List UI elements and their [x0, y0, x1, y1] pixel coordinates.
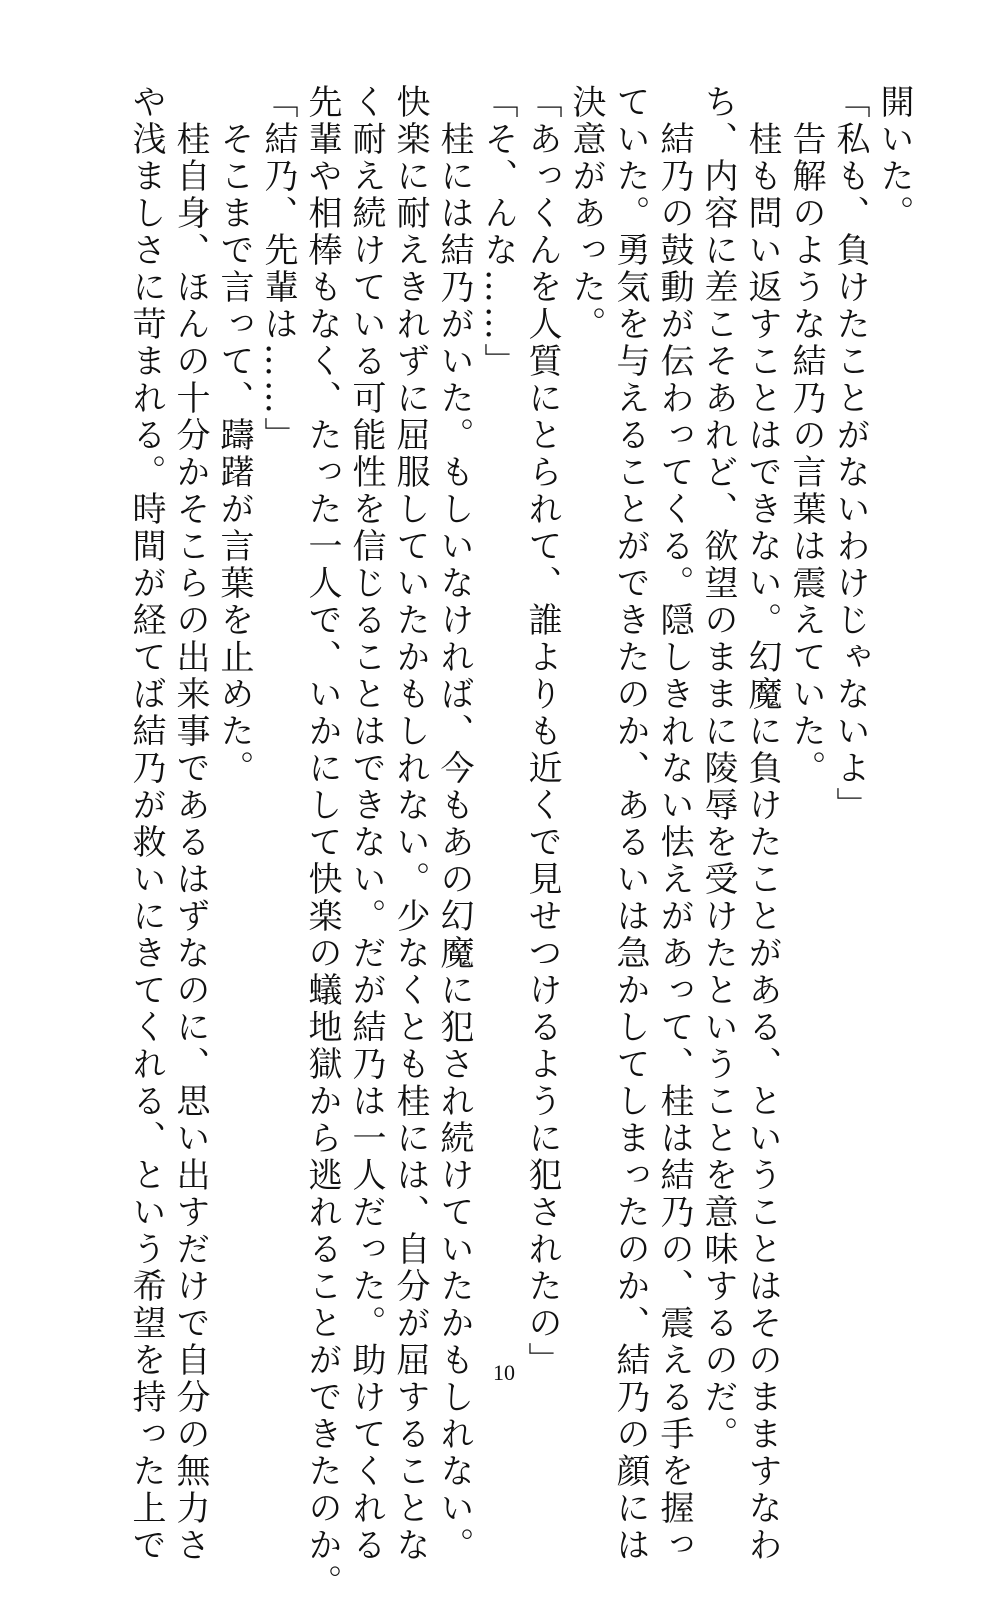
text-line: や浅ましさに苛まれる。時間が経てば結乃が救いにきてくれる、という希望を持った上で	[126, 84, 166, 1564]
text-line: 決意があった。	[566, 84, 606, 343]
text-line: 「あっくんを人質にとられて、誰よりも近くで見せつけるように犯されたの」	[522, 84, 562, 1379]
text-line: 桂も問い返すことはできない。幻魔に負けたことがある、ということはそのまますなわ	[742, 84, 782, 1564]
text-line: ち、内容に差こそあれど、欲望のままに陵辱を受けたということを意味するのだ。	[698, 84, 738, 1453]
text-line: く耐え続けている可能性を信じることはできない。だが結乃は一人だった。助けてくれる	[346, 84, 386, 1564]
text-line: 「結乃、先輩は……」	[258, 84, 298, 454]
text-line: ていた。勇気を与えることができたのか、あるいは急かしてしまったのか、結乃の顔には	[610, 84, 650, 1564]
text-line: 桂自身、ほんの十分かそこらの出来事であるはずなのに、思い出すだけで自分の無力さ	[170, 84, 210, 1564]
text-line: 結乃の鼓動が伝わってくる。隠しきれない怯えがあって、桂は結乃の、震える手を握っ	[654, 84, 694, 1564]
text-line: 桂には結乃がいた。もしいなければ、今もあの幻魔に犯され続けていたかもしれない。	[434, 84, 474, 1564]
text-line: 開いた。	[874, 84, 914, 232]
text-line: 快楽に耐えきれずに屈服していたかもしれない。少なくとも桂には、自分が屈することな	[390, 84, 430, 1564]
text-line: 告解のような結乃の言葉は震えていた。	[786, 84, 826, 787]
text-line: 「私も、負けたことがないわけじゃないよ」	[830, 84, 870, 824]
text-line: 先輩や相棒もなく、たった一人で、いかにして快楽の蟻地獄から逃れることができたのか。	[302, 84, 342, 1601]
text-line: 「そ、んな……」	[478, 84, 518, 380]
text-line: そこまで言って、躊躇が言葉を止めた。	[214, 84, 254, 787]
page-number: 10	[493, 1360, 515, 1385]
